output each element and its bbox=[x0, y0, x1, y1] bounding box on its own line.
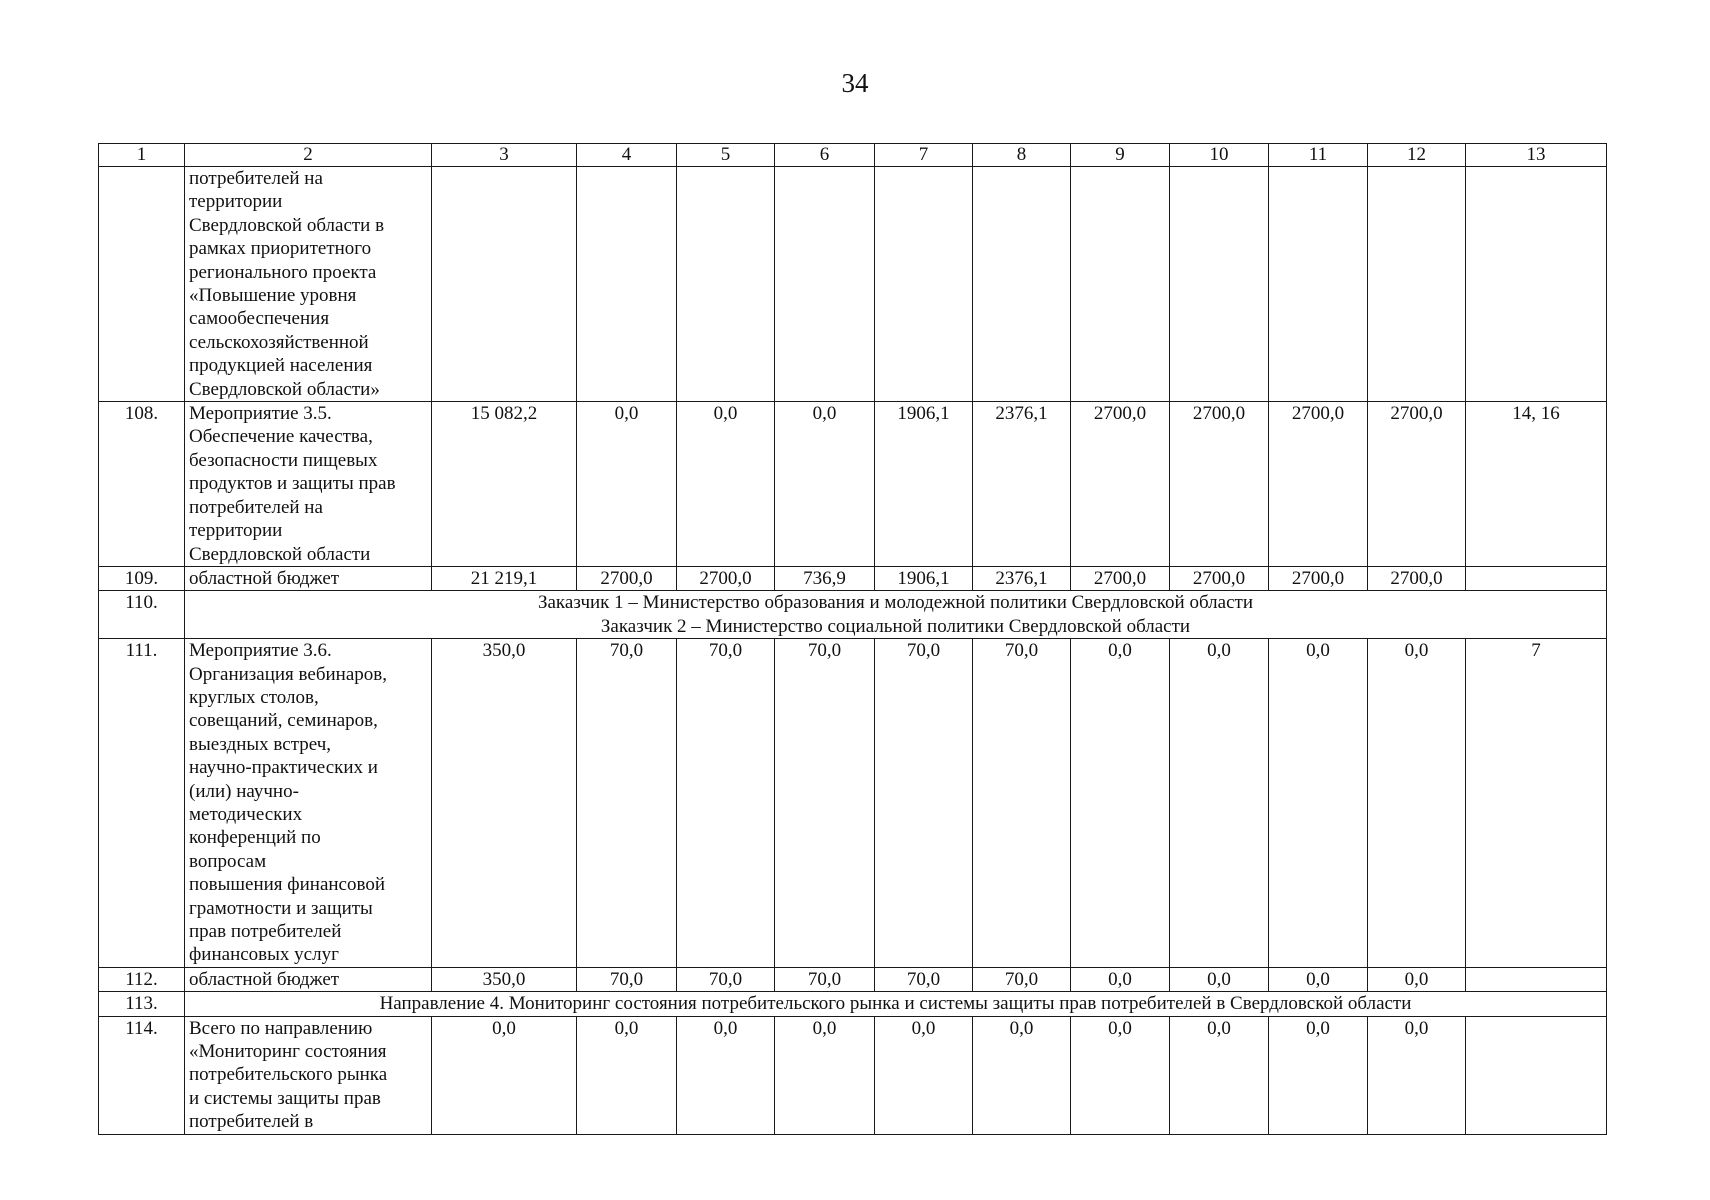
column-number-cell: 8 bbox=[973, 144, 1071, 167]
value-cell: 1906,1 bbox=[875, 566, 973, 590]
value-cell: 2700,0 bbox=[1170, 402, 1269, 567]
page-number: 34 bbox=[841, 68, 869, 98]
description-line: совещаний, семинаров, bbox=[189, 710, 378, 732]
value-cell: 21 219,1 bbox=[432, 566, 577, 590]
description-line: продукцией населения bbox=[189, 355, 373, 377]
column-number-cell: 6 bbox=[775, 144, 875, 167]
value-cell: 70,0 bbox=[973, 967, 1071, 991]
description-cell bbox=[185, 967, 432, 991]
value-cell: 70,0 bbox=[973, 639, 1071, 968]
description-line: безопасности пищевых bbox=[189, 449, 378, 471]
value-cell: 0,0 bbox=[973, 1016, 1071, 1134]
value-cell: 0,0 bbox=[677, 1016, 775, 1134]
value-cell bbox=[1170, 167, 1269, 402]
table-row bbox=[99, 167, 1607, 402]
column-number-cell: 12 bbox=[1368, 144, 1466, 167]
column-number-cell: 13 bbox=[1466, 144, 1607, 167]
column-number-cell: 7 bbox=[875, 144, 973, 167]
value-cell: 2700,0 bbox=[577, 566, 677, 590]
value-cell: 2376,1 bbox=[973, 402, 1071, 567]
section-header-line: Направление 4. Мониторинг состояния потребительского рынка и системы защиты прав потребителей в Свердловской области bbox=[379, 993, 1412, 1015]
value-cell: 0,0 bbox=[577, 1016, 677, 1134]
row-number-cell: 114. bbox=[99, 1016, 185, 1134]
description-line: конференций по bbox=[189, 827, 321, 849]
value-cell: 0,0 bbox=[1269, 639, 1368, 968]
value-cell: 0,0 bbox=[577, 402, 677, 567]
row-number-cell: 111. bbox=[99, 639, 185, 968]
column-number-row bbox=[99, 144, 1607, 167]
value-cell: 70,0 bbox=[775, 967, 875, 991]
value-cell bbox=[1071, 167, 1170, 402]
value-cell: 0,0 bbox=[432, 1016, 577, 1134]
description-line: вопросам bbox=[189, 850, 267, 872]
description-cell bbox=[185, 167, 432, 402]
value-cell: 70,0 bbox=[875, 967, 973, 991]
description-cell bbox=[185, 1016, 432, 1134]
description-line: выездных встреч, bbox=[189, 733, 332, 755]
target-indicator-cell: 14, 16 bbox=[1466, 402, 1607, 567]
row-number-cell bbox=[99, 167, 185, 402]
description-line: потребителей на bbox=[189, 496, 323, 518]
target-indicator-cell bbox=[1466, 967, 1607, 991]
description-line: финансовых услуг bbox=[189, 944, 339, 966]
value-cell bbox=[677, 167, 775, 402]
section-header-line: Заказчик 1 – Министерство образования и молодежной политики Свердловской области bbox=[537, 592, 1253, 614]
value-cell: 2700,0 bbox=[1269, 402, 1368, 567]
table-row bbox=[99, 639, 1607, 968]
row-number-cell: 112. bbox=[99, 967, 185, 991]
value-cell: 0,0 bbox=[875, 1016, 973, 1134]
value-cell: 70,0 bbox=[677, 639, 775, 968]
value-cell: 0,0 bbox=[1071, 639, 1170, 968]
description-line: потребителей на bbox=[189, 168, 323, 189]
row-number-cell: 113. bbox=[99, 992, 185, 1016]
value-cell: 70,0 bbox=[577, 967, 677, 991]
column-number-cell: 10 bbox=[1170, 144, 1269, 167]
description-line: методических bbox=[189, 803, 303, 825]
value-cell: 70,0 bbox=[577, 639, 677, 968]
target-indicator-cell bbox=[1466, 167, 1607, 402]
value-cell: 0,0 bbox=[1170, 967, 1269, 991]
value-cell: 736,9 bbox=[775, 566, 875, 590]
value-cell: 2700,0 bbox=[1368, 402, 1466, 567]
description-line: «Повышение уровня bbox=[189, 285, 357, 307]
description-line: Мероприятие 3.6. bbox=[189, 640, 332, 662]
description-line: рамках приоритетного bbox=[189, 238, 372, 260]
column-number-cell: 1 bbox=[99, 144, 185, 167]
value-cell bbox=[973, 167, 1071, 402]
description-line: регионального проекта bbox=[189, 261, 377, 283]
description-line: повышения финансовой bbox=[189, 874, 385, 896]
value-cell bbox=[1269, 167, 1368, 402]
value-cell bbox=[1368, 167, 1466, 402]
value-cell: 2700,0 bbox=[677, 566, 775, 590]
table-row bbox=[99, 967, 1607, 991]
value-cell: 0,0 bbox=[677, 402, 775, 567]
description-line: Свердловской области» bbox=[189, 378, 380, 400]
budget-table bbox=[98, 143, 1607, 1135]
table-body bbox=[99, 144, 1607, 1135]
description-line: потребителей в bbox=[189, 1111, 314, 1133]
section-header-cell bbox=[185, 591, 1607, 639]
value-cell: 2376,1 bbox=[973, 566, 1071, 590]
value-cell bbox=[577, 167, 677, 402]
description-line: областной бюджет bbox=[189, 567, 340, 589]
value-cell: 2700,0 bbox=[1071, 566, 1170, 590]
description-line: круглых столов, bbox=[189, 686, 319, 708]
column-number-cell: 4 bbox=[577, 144, 677, 167]
value-cell: 70,0 bbox=[875, 639, 973, 968]
value-cell: 350,0 bbox=[432, 967, 577, 991]
description-cell bbox=[185, 402, 432, 567]
value-cell: 0,0 bbox=[775, 402, 875, 567]
column-number-cell: 3 bbox=[432, 144, 577, 167]
description-cell bbox=[185, 639, 432, 968]
column-number-cell: 11 bbox=[1269, 144, 1368, 167]
target-indicator-cell bbox=[1466, 566, 1607, 590]
value-cell: 0,0 bbox=[1368, 967, 1466, 991]
value-cell: 15 082,2 bbox=[432, 402, 577, 567]
value-cell: 0,0 bbox=[1368, 639, 1466, 968]
description-line: Мероприятие 3.5. bbox=[189, 403, 332, 425]
description-line: Свердловской области bbox=[189, 543, 371, 565]
description-line: Организация вебинаров, bbox=[189, 663, 387, 685]
description-line: научно-практических и bbox=[189, 757, 378, 779]
value-cell: 0,0 bbox=[1170, 639, 1269, 968]
description-line: и системы защиты прав bbox=[189, 1087, 381, 1109]
description-line: сельскохозяйственной bbox=[189, 331, 369, 353]
description-line: Обеспечение качества, bbox=[189, 426, 373, 448]
value-cell: 0,0 bbox=[1170, 1016, 1269, 1134]
description-line: территории bbox=[189, 520, 283, 542]
description-line: Всего по направлению bbox=[189, 1017, 373, 1039]
column-number-cell: 2 bbox=[185, 144, 432, 167]
value-cell bbox=[432, 167, 577, 402]
value-cell: 0,0 bbox=[775, 1016, 875, 1134]
row-number-cell: 109. bbox=[99, 566, 185, 590]
value-cell: 70,0 bbox=[775, 639, 875, 968]
value-cell: 70,0 bbox=[677, 967, 775, 991]
column-number-cell: 5 bbox=[677, 144, 775, 167]
row-number-cell: 108. bbox=[99, 402, 185, 567]
description-line: потребительского рынка bbox=[189, 1064, 388, 1086]
value-cell: 2700,0 bbox=[1368, 566, 1466, 590]
description-line: «Мониторинг состояния bbox=[189, 1041, 387, 1063]
section-header-cell bbox=[185, 992, 1607, 1016]
value-cell bbox=[775, 167, 875, 402]
value-cell bbox=[875, 167, 973, 402]
value-cell: 1906,1 bbox=[875, 402, 973, 567]
description-line: прав потребителей bbox=[189, 921, 342, 942]
description-line: продуктов и защиты прав bbox=[189, 473, 396, 495]
value-cell: 0,0 bbox=[1269, 967, 1368, 991]
value-cell: 2700,0 bbox=[1071, 402, 1170, 567]
value-cell: 2700,0 bbox=[1170, 566, 1269, 590]
row-number-cell: 110. bbox=[99, 591, 185, 639]
description-line: (или) научно- bbox=[189, 780, 299, 802]
description-line: областной бюджет bbox=[189, 968, 340, 990]
table-row bbox=[99, 402, 1607, 567]
description-line: Свердловской области в bbox=[189, 214, 385, 236]
description-line: грамотности и защиты bbox=[189, 897, 373, 919]
description-line: самообеспечения bbox=[189, 308, 330, 330]
table-row bbox=[99, 1016, 1607, 1134]
value-cell: 0,0 bbox=[1368, 1016, 1466, 1134]
table-row bbox=[99, 591, 1607, 639]
value-cell: 0,0 bbox=[1071, 1016, 1170, 1134]
table-row bbox=[99, 566, 1607, 590]
value-cell: 2700,0 bbox=[1269, 566, 1368, 590]
value-cell: 0,0 bbox=[1071, 967, 1170, 991]
target-indicator-cell bbox=[1466, 1016, 1607, 1134]
target-indicator-cell: 7 bbox=[1466, 639, 1607, 968]
section-header-line: Заказчик 2 – Министерство социальной политики Свердловской области bbox=[600, 615, 1191, 637]
table-row bbox=[99, 992, 1607, 1016]
description-cell bbox=[185, 566, 432, 590]
description-line: территории bbox=[189, 191, 283, 213]
value-cell: 350,0 bbox=[432, 639, 577, 968]
value-cell: 0,0 bbox=[1269, 1016, 1368, 1134]
column-number-cell: 9 bbox=[1071, 144, 1170, 167]
